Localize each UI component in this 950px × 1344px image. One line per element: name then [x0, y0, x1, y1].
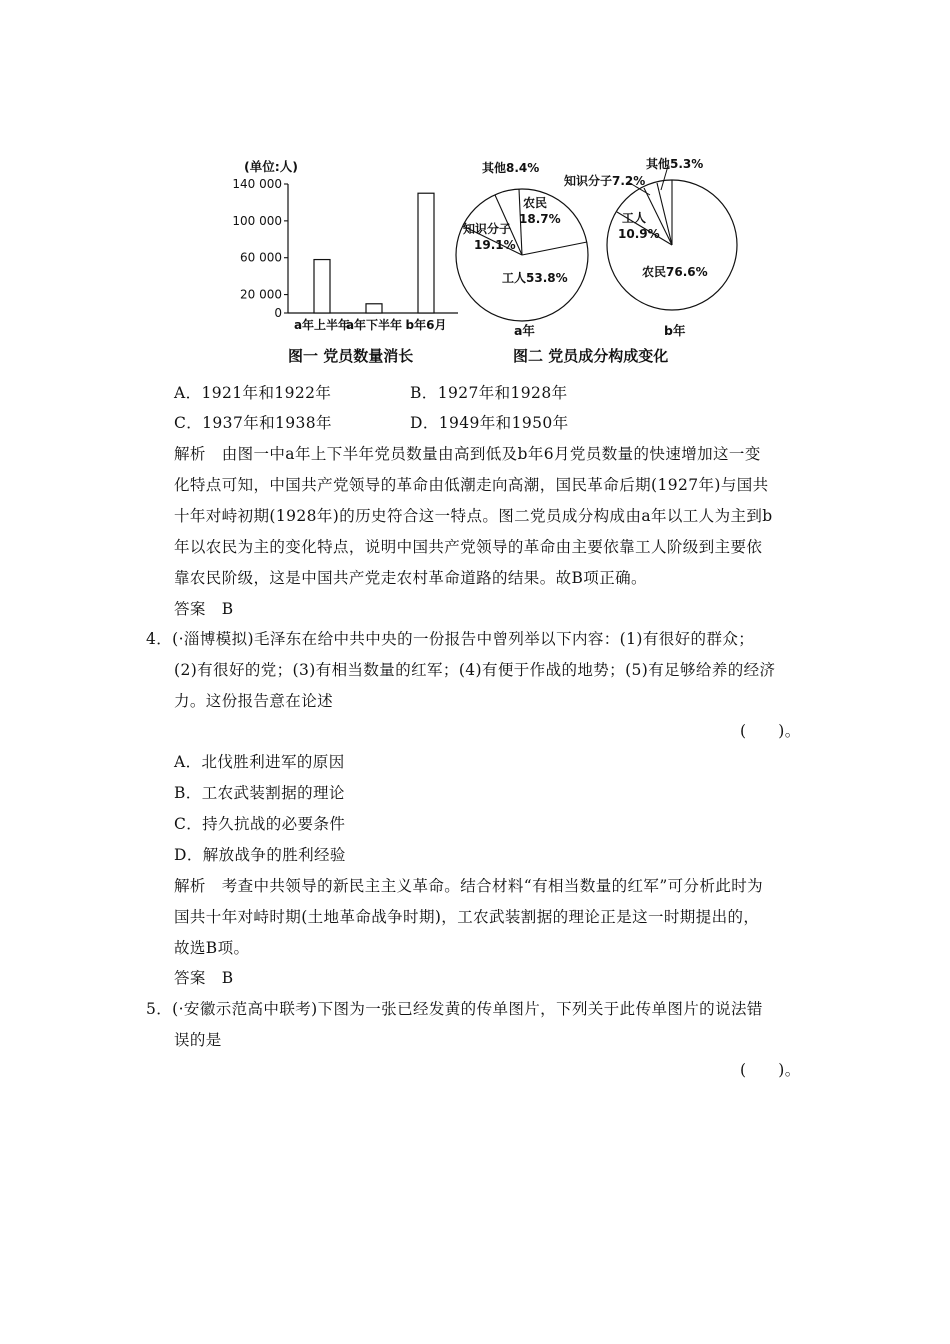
bar-category-label: a年下半年	[345, 318, 403, 332]
bar	[314, 260, 330, 313]
pie-chart-b	[564, 156, 737, 338]
q3-analysis-line: 解析 由图一中a年上下半年党员数量由高到低及b年6月党员数量的快速增加这一变	[174, 445, 761, 463]
q4-stem-line: 力。这份报告意在论述	[174, 692, 334, 710]
q4-option-a: A．北伐胜利进军的原因	[174, 753, 345, 771]
bar	[366, 304, 382, 313]
q4-stem-line: 4．(·淄博模拟)毛泽东在给中共中央的一份报告中曾列举以下内容：(1)有很好的群众；	[146, 630, 755, 648]
figure-svg	[230, 150, 750, 370]
q4-answer: 答案 B	[174, 969, 234, 987]
pie-a-label-other: 其他8.4%	[482, 161, 540, 175]
q4-stem-line: (2)有很好的党；(3)有相当数量的红军；(4)有便于作战的地势；(5)有足够给养的经济	[174, 661, 776, 679]
q5-stem-line: 5．(·安徽示范高中联考)下图为一张已经发黄的传单图片，下列关于此传单图片的说法错	[146, 1000, 763, 1018]
bar-y-tick-label: 0	[274, 306, 282, 320]
pie-b-label-worker-value: 10.9%	[618, 227, 660, 241]
pie-a-label-farmer-value: 18.7%	[519, 212, 561, 226]
bar	[418, 193, 434, 313]
fig1-caption: 图一 党员数量消长	[288, 347, 414, 365]
q4-option-b: B．工农武装割据的理论	[174, 784, 345, 802]
q3-analysis-line: 靠农民阶级，这是中国共产党走农村革命道路的结果。故B项正确。	[174, 569, 647, 587]
bar-y-tick-label: 140 000	[232, 177, 282, 191]
q4-option-c: C．持久抗战的必要条件	[174, 815, 346, 833]
pie-a-label-farmer-name: 农民	[523, 196, 548, 210]
q3-analysis-line: 年以农民为主的变化特点，说明中国共产党领导的革命由主要依靠工人阶级到主要依	[174, 538, 763, 556]
q3-option-b: B．1927年和1928年	[410, 384, 568, 402]
bar-category-label: b年6月	[405, 318, 447, 332]
bar-y-tick-label: 20 000	[240, 287, 282, 302]
pie-a-title: a年	[514, 323, 535, 338]
q3-option-d: D．1949年和1950年	[410, 414, 569, 432]
q5-answer-paren: ( )。	[740, 1061, 801, 1079]
bar-chart	[232, 159, 458, 332]
q3-option-a: A．1921年和1922年	[174, 384, 332, 402]
pie-b-label-farmer: 农民76.6%	[642, 265, 708, 279]
bar-category-label: a年上半年	[293, 318, 351, 332]
q4-analysis-line: 国共十年对峙时期(土地革命战争时期)，工农武装割据的理论正是这一时期提出的，	[174, 908, 760, 926]
q4-analysis-line: 解析 考查中共领导的新民主主义革命。结合材料“有相当数量的红军”可分析此时为	[174, 877, 764, 895]
pie-b-title: b年	[664, 323, 686, 338]
q4-option-d: D．解放战争的胜利经验	[174, 846, 346, 864]
fig2-caption: 图二 党员成分构成变化	[513, 347, 669, 365]
q3-answer: 答案 B	[174, 600, 234, 618]
q3-option-c: C．1937年和1938年	[174, 414, 332, 432]
q3-analysis-line: 化特点可知，中国共产党领导的革命由低潮走向高潮，国民革命后期(1927年)与国共	[174, 476, 769, 494]
bar-y-tick-label: 60 000	[240, 250, 282, 265]
bar-y-tick-label: 100 000	[232, 213, 282, 228]
bar-unit-label: (单位:人)	[244, 159, 298, 174]
q4-answer-paren: ( )。	[740, 722, 801, 740]
pie-a-label-knowledge-name: 知识分子	[463, 222, 512, 236]
q4-analysis-line: 故选B项。	[174, 939, 250, 957]
pie-b-label-other: 其他5.3%	[646, 157, 704, 171]
pie-a-divider-worker	[522, 242, 587, 255]
q3-analysis-line: 十年对峙初期(1928年)的历史符合这一特点。图二党员成分构成由a年以工人为主到b	[174, 507, 773, 525]
pie-b-label-knowledge: 知识分子7.2%	[564, 174, 646, 188]
q5-stem-line: 误的是	[174, 1031, 222, 1049]
pie-b-label-worker-name: 工人	[622, 211, 647, 225]
figure-block	[230, 150, 750, 370]
pie-a-label-worker: 工人53.8%	[502, 271, 568, 285]
pie-a-label-knowledge-value: 19.1%	[474, 238, 516, 252]
